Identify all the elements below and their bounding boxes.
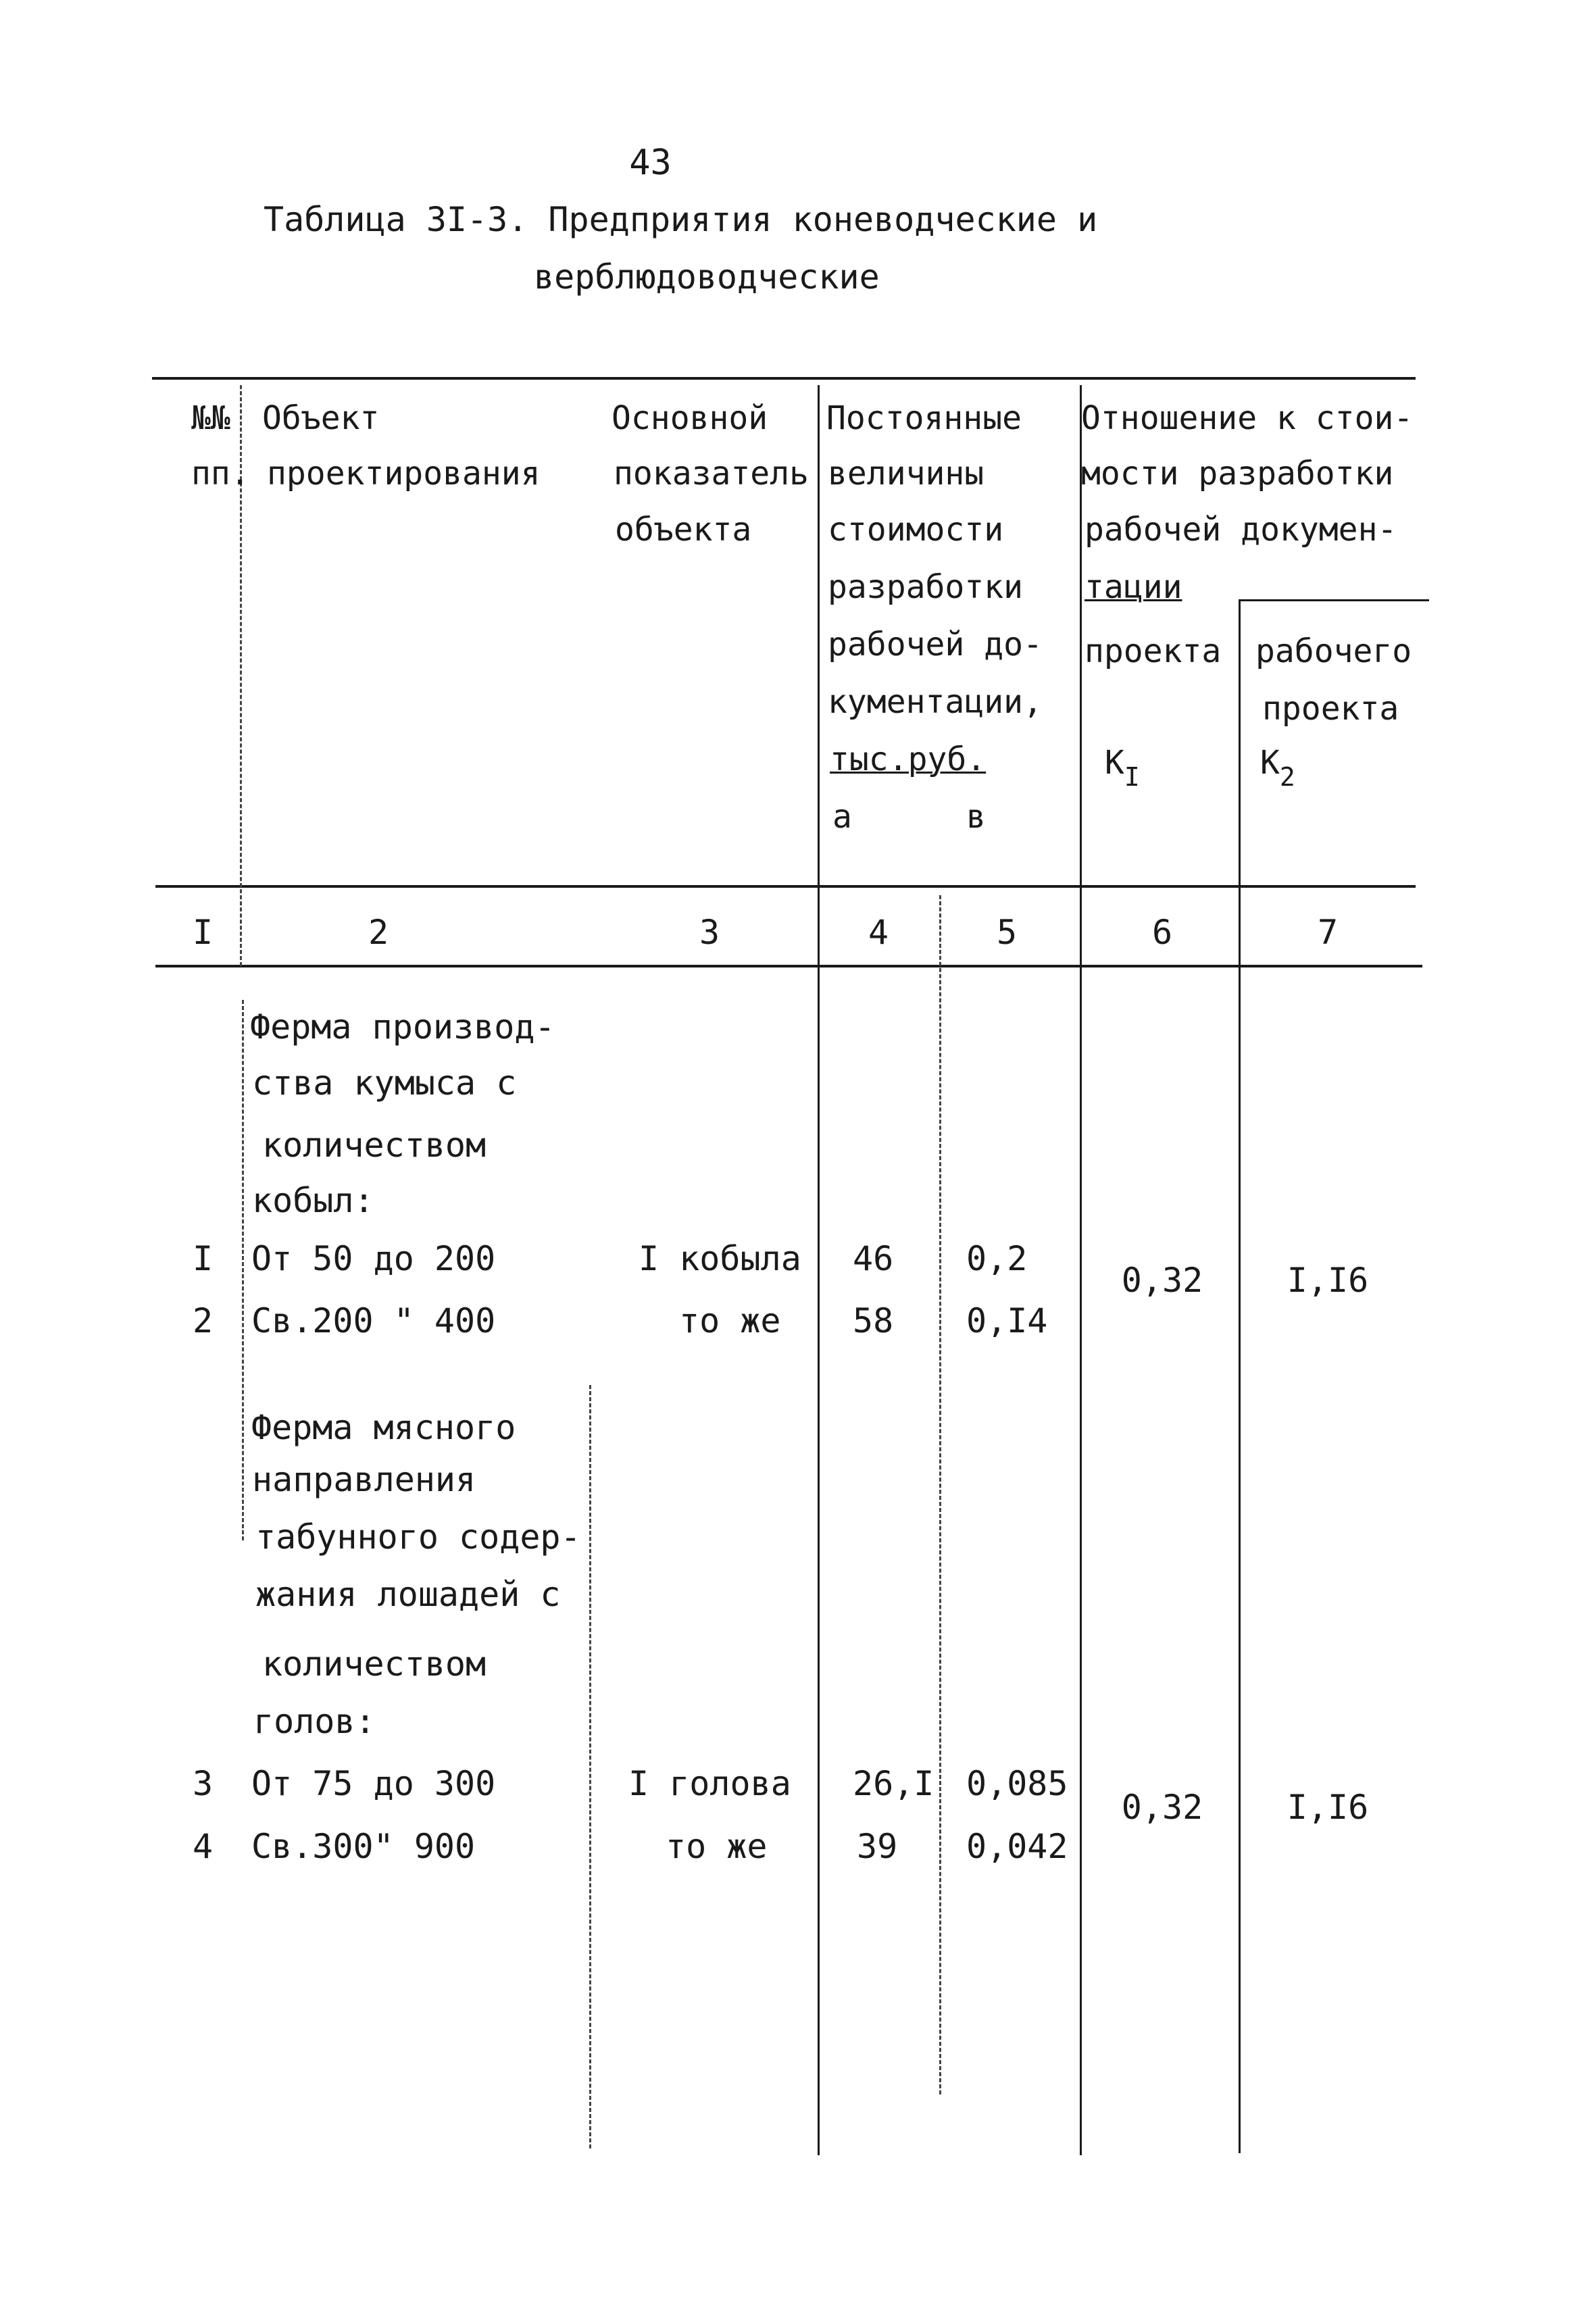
header-num-label-2: пп.: [191, 455, 250, 493]
row-value-b: 0,085: [966, 1764, 1068, 1803]
table-title-continued: верблюдоводческие: [534, 257, 880, 297]
header-k2-label: рабочего: [1255, 632, 1412, 670]
col-separator-2: [589, 1385, 591, 2148]
group-title-line: Ферма мясного: [251, 1408, 516, 1447]
column-number-5: 5: [996, 913, 1018, 952]
column-number-6: 6: [1151, 913, 1173, 952]
header-col5-sub: в: [966, 798, 986, 836]
header-ratio-label-4: тации: [1084, 568, 1182, 606]
header-k1-label: проекта: [1084, 632, 1222, 670]
table-title: Таблица 3I-3. Предприятия коневодческие и: [264, 200, 1098, 239]
row-value-a: 39: [857, 1827, 898, 1866]
row-object: Св.300" 900: [251, 1827, 476, 1866]
header-k2-symbol: $К_2$: [1260, 744, 1295, 792]
row-object: От 50 до 200: [251, 1239, 496, 1278]
header-bottom-border: [155, 885, 1416, 888]
header-constant-label-6: кументации,: [828, 683, 1043, 721]
row-value-a: 46: [853, 1239, 894, 1278]
row-number: 2: [192, 1301, 214, 1340]
row-value-b: 0,042: [966, 1827, 1068, 1866]
header-constant-label-3: стоимости: [828, 511, 1004, 549]
header-constant-label-4: разработки: [828, 568, 1023, 606]
row-number: 4: [192, 1827, 214, 1866]
row-value-b: 0,I4: [966, 1301, 1048, 1340]
group-title-line: табунного содер-: [255, 1517, 581, 1557]
header-constant-unit: тыс.руб.: [830, 740, 987, 778]
header-col4-sub: а: [832, 798, 852, 836]
row-indicator: то же: [666, 1827, 768, 1866]
group-title-line: кобыл:: [252, 1181, 374, 1220]
header-subdivision-line: [1240, 599, 1429, 601]
row-number: 3: [192, 1764, 214, 1803]
row-value-b: 0,2: [966, 1239, 1028, 1278]
header-constant-label: Постоянные: [826, 399, 1022, 437]
group-title-line: Ферма производ-: [250, 1007, 555, 1047]
header-ratio-label: Отношение к стои-: [1081, 399, 1414, 437]
group-title-line: голов:: [253, 1702, 376, 1741]
group-title-line: количеством: [262, 1644, 487, 1684]
header-object-label: Объект: [262, 399, 380, 437]
header-constant-label-5: рабочей до-: [828, 626, 1043, 663]
row-indicator: I голова: [628, 1764, 791, 1803]
col-separator-4: [939, 895, 941, 2094]
group-k2: I,I6: [1287, 1788, 1369, 1827]
row-value-a: 58: [853, 1301, 894, 1340]
column-number-2: 2: [368, 913, 389, 952]
header-ratio-label-3: рабочей докумен-: [1084, 511, 1397, 549]
col-separator-6: [1239, 599, 1241, 2153]
header-constant-label-2: величины: [828, 455, 984, 493]
row-number: I: [192, 1239, 214, 1278]
column-number-4: 4: [868, 913, 889, 952]
column-number-1: I: [192, 913, 214, 952]
row-object: Св.200 " 400: [251, 1301, 496, 1340]
header-k2-label-2: проекта: [1262, 690, 1399, 728]
page-number: 43: [629, 143, 672, 183]
column-number-7: 7: [1317, 913, 1339, 952]
row-value-a: 26,I: [853, 1764, 934, 1803]
row-indicator: I кобыла: [639, 1239, 801, 1278]
group-title-line: количеством: [262, 1126, 487, 1165]
group-title-line: ства кумыса с: [252, 1063, 517, 1103]
col-separator-1-body: [242, 1000, 244, 1540]
header-indicator-label: Основной: [612, 399, 768, 437]
group-k1: 0,32: [1121, 1261, 1203, 1300]
header-object-label-2: проектирования: [267, 455, 541, 493]
table-top-border: [152, 377, 1416, 380]
group-k1: 0,32: [1121, 1788, 1203, 1827]
col-separator-5: [1080, 385, 1082, 2155]
column-number-3: 3: [699, 913, 720, 952]
group-k2: I,I6: [1287, 1261, 1369, 1300]
group-title-line: жания лошадей с: [255, 1575, 561, 1614]
header-num-label: №№: [191, 399, 230, 437]
header-k1-symbol: $К_I$: [1105, 744, 1140, 792]
header-ratio-label-2: мости разработки: [1081, 455, 1394, 493]
row-object: От 75 до 300: [251, 1764, 496, 1803]
header-indicator-label-3: объекта: [615, 511, 752, 549]
header-indicator-label-2: показатель: [614, 455, 809, 493]
column-numbers-bottom-border: [155, 965, 1422, 967]
row-indicator: то же: [679, 1301, 781, 1340]
col-separator-3: [818, 385, 820, 2155]
group-title-line: направления: [252, 1460, 476, 1499]
